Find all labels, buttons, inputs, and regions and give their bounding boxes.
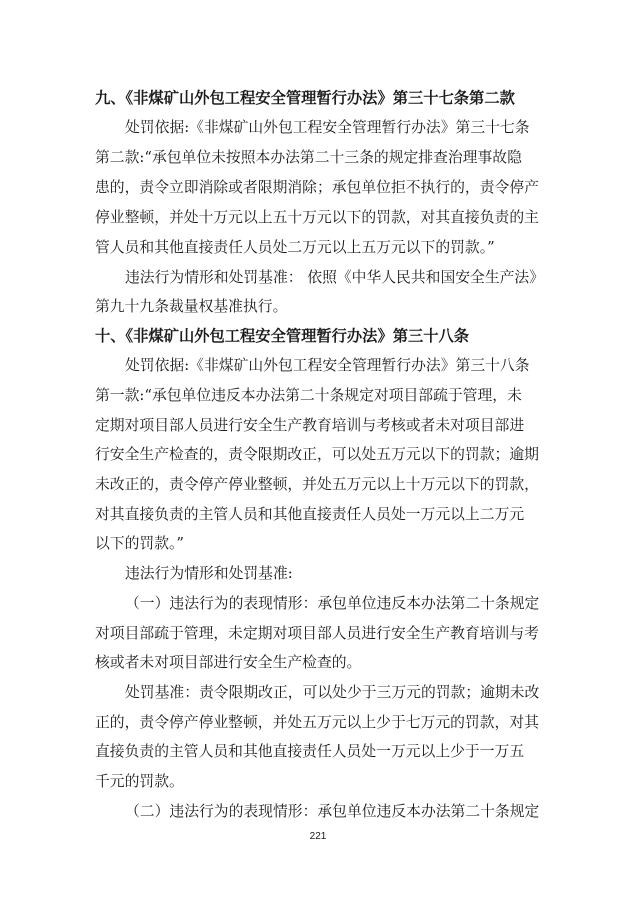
text-line: 违法行为情形和处罚基准: <box>125 565 293 582</box>
text-line: 对其直接负责的主管人员和其他直接责任人员处一万元以上二万元 <box>95 506 525 523</box>
text-line: 千元的罚款。 <box>95 773 184 790</box>
section-heading-9: 九、《非煤矿山外包工程安全管理暂行办法》第三十七条第二款 <box>95 89 515 107</box>
text-line: 第二款:“承包单位未按照本办法第二十三条的规定排查治理事故隐 <box>95 149 522 166</box>
text-line: 处罚依据:《非煤矿山外包工程安全管理暂行办法》第三十八条 <box>125 357 530 374</box>
text-line: 以下的罚款。” <box>95 535 184 552</box>
text-line: 定期对项目部人员进行安全生产教育培训与考核或者未对项目部进 <box>95 417 525 434</box>
text-line: 处罚基准：责令限期改正，可以处少于三万元的罚款；逾期未改 <box>125 684 540 701</box>
text-line: 直接负责的主管人员和其他直接责任人员处一万元以上少于一万五 <box>95 743 525 760</box>
page-number: 221 <box>309 831 327 842</box>
text-line: 违法行为情形和处罚基准： 依照《中华人民共和国安全生产法》 <box>125 269 545 286</box>
text-line: （二）违法行为的表现情形：承包单位违反本办法第二十条规定 <box>125 803 540 820</box>
text-line: 未改正的，责令停产停业整顿，并处五万元以上十万元以下的罚款， <box>95 476 539 493</box>
text-line: 正的，责令停产停业整顿，并处五万元以上少于七万元的罚款，对其 <box>95 714 539 731</box>
text-line: 第九十九条裁量权基准执行。 <box>95 298 288 315</box>
section-heading-10: 十、《非煤矿山外包工程安全管理暂行办法》第三十八条 <box>95 327 470 345</box>
text-line: 第一款:“承包单位违反本办法第二十条规定对项目部疏于管理，未 <box>95 387 522 404</box>
text-line: 核或者未对项目部进行安全生产检查的。 <box>95 654 362 671</box>
text-line: （一）违法行为的表现情形：承包单位违反本办法第二十条规定 <box>125 595 540 612</box>
text-line: 行安全生产检查的，责令限期改正，可以处五万元以下的罚款；逾期 <box>95 446 539 463</box>
text-line: 管人员和其他直接责任人员处二万元以上五万元以下的罚款。” <box>95 239 495 256</box>
text-line: 停业整顿，并处十万元以上五十万元以下的罚款，对其直接负责的主 <box>95 209 539 226</box>
text-line: 处罚依据:《非煤矿山外包工程安全管理暂行办法》第三十七条 <box>125 119 530 136</box>
text-line: 患的，责令立即消除或者限期消除；承包单位拒不执行的，责令停产 <box>95 179 539 196</box>
text-line: 对项目部疏于管理，未定期对项目部人员进行安全生产教育培训与考 <box>95 625 539 642</box>
